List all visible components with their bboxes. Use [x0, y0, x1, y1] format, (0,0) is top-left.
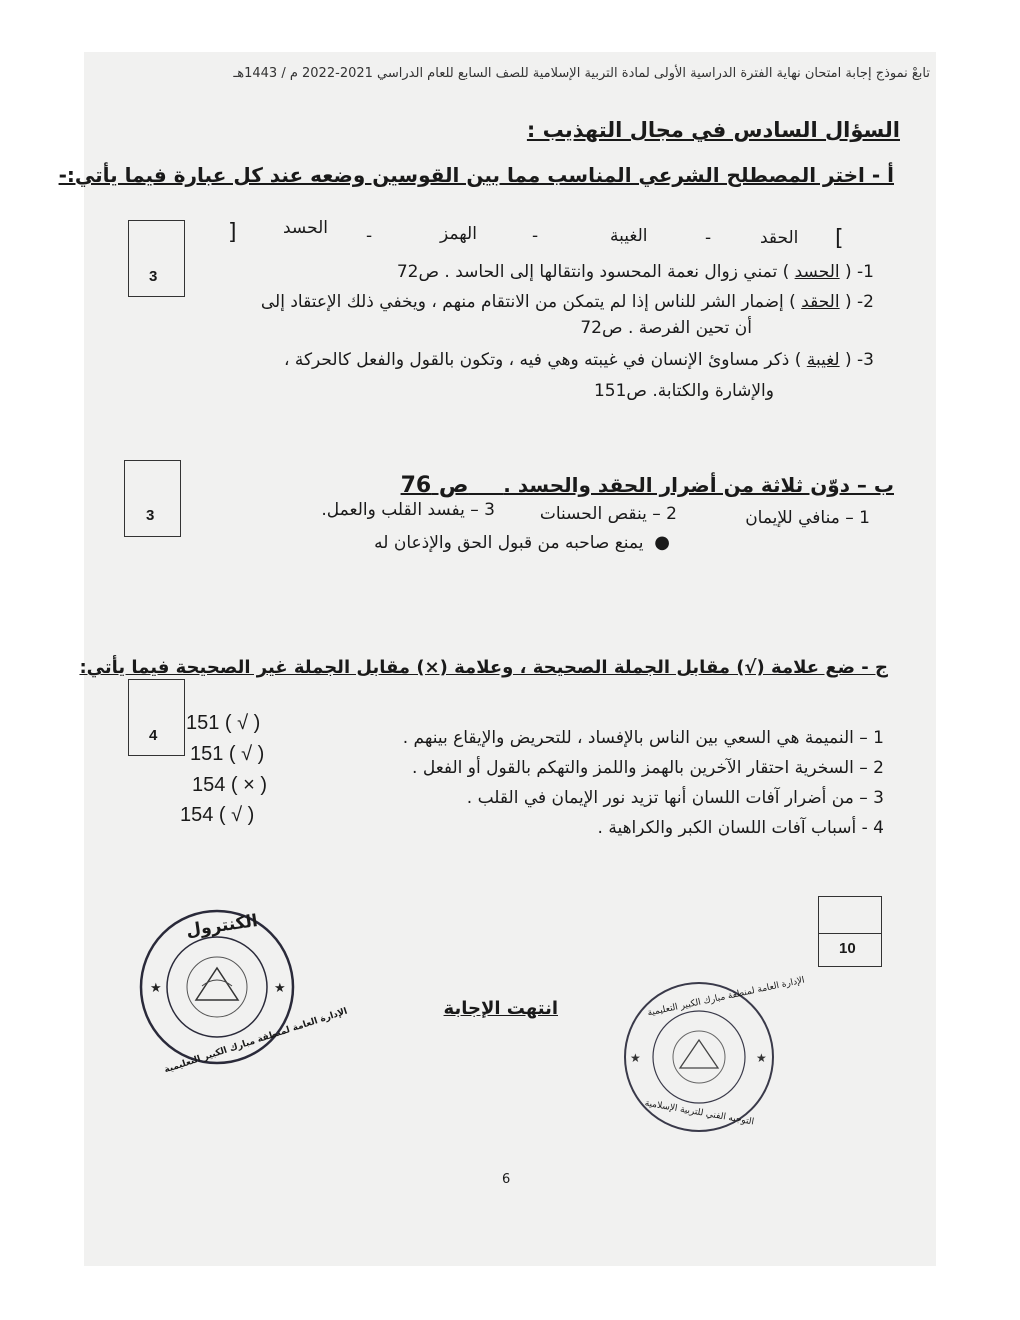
part-a-item-3	[284, 350, 874, 370]
part-b-item-2: 2 – ينقص الحسنات	[539, 504, 677, 524]
term-sep: -	[705, 228, 712, 248]
term: الحسد	[283, 218, 328, 238]
part-c-mark-1: 151 ( √ )	[186, 712, 261, 734]
part-c-item-3: 3 – من أضرار آفات اللسان أنها تزيد نور الإيمان في القلب .	[466, 788, 884, 808]
part-b-bullet	[374, 532, 670, 553]
bracket-open: [	[835, 226, 844, 251]
bracket-close: ]	[228, 220, 237, 245]
total-score: 10	[839, 940, 856, 957]
item-answer: الحسد	[794, 262, 840, 282]
item-number: 3- (	[845, 350, 874, 370]
score-c: 4	[149, 727, 158, 744]
part-c-item-2: 2 – السخرية احتقار الآخرين بالهمز واللمز والتهكم بالقول أو الفعل .	[412, 758, 884, 778]
part-a-item-2	[261, 292, 874, 312]
part-b-question: ب – دوّن ثلاثة من أضرار الحقد والحسد .	[503, 473, 894, 497]
term: الهمز	[440, 224, 477, 244]
bullet-text: يمنع صاحبه من قبول الحق والإذعان له	[374, 533, 644, 553]
score-box-c	[128, 679, 185, 756]
item-text: ذكر مساوئ الإنسان في غيبته وهي فيه ، وتكون بالقول والفعل كالحركة ،	[283, 350, 790, 370]
supervision-seal	[620, 975, 806, 1136]
part-a-instruction: أ - اختر المصطلح الشرعي المناسب مما بين القوسين وضعه عند كل عبارة فيما يأتي:-	[58, 163, 894, 187]
term: الحقد	[760, 228, 799, 248]
question-title: السؤال السادس في مجال التهذيب :	[526, 118, 900, 142]
score-b: 3	[146, 507, 155, 524]
seal-left-title: الكنترول	[184, 911, 259, 941]
svg-text:★: ★	[756, 1051, 767, 1065]
svg-text:★: ★	[274, 981, 286, 996]
score-box-a	[128, 220, 185, 297]
control-seal	[138, 908, 349, 1076]
seal-right-text: الإدارة العامة لمنطقة مبارك الكبير التعليمية	[646, 975, 806, 1019]
term-sep: -	[532, 226, 539, 246]
svg-text:★: ★	[630, 1051, 641, 1065]
item-answer: الحقد	[801, 292, 840, 312]
part-b-item-3: 3 – يفسد القلب والعمل.	[321, 500, 495, 520]
term-sep: -	[366, 226, 373, 246]
part-c-mark-3: 154 ( × )	[192, 774, 268, 796]
score-a: 3	[149, 268, 158, 285]
part-c-item-4: 4 - أسباب آفات اللسان الكبر والكراهية .	[597, 818, 884, 838]
part-b-instruction	[401, 473, 894, 498]
item-close: )	[789, 292, 796, 312]
svg-text:★: ★	[150, 981, 162, 996]
part-c-mark-2: 151 ( √ )	[190, 743, 265, 765]
part-a-item-3-cont: والإشارة والكتابة. ص151	[593, 381, 774, 401]
part-c-mark-4: 154 ( √ )	[180, 804, 255, 826]
part-c-item-1: 1 – النميمة هي السعي بين الناس بالإفساد ، للتحريض والإيقاع بينهم .	[402, 728, 884, 748]
bullet-icon: ●	[654, 532, 670, 553]
seal-left-text: الإدارة العامة لمنطقة مبارك الكبير التعليمية	[163, 1006, 349, 1076]
term: الغيبة	[610, 226, 648, 246]
part-a-item-1	[397, 262, 874, 282]
item-number: 2- (	[845, 292, 874, 312]
item-text: تمني زوال نعمة المحسود وانتقالها إلى الحاسد . ص72	[396, 262, 778, 282]
page-number: 6	[502, 1172, 511, 1187]
part-b-item-1: 1 – منافي للإيمان	[745, 508, 870, 528]
item-number: 1- (	[845, 262, 874, 282]
score-box-b	[124, 460, 181, 537]
part-c-instruction: ج - ضع علامة (√) مقابل الجملة الصحيحة ، وعلامة (×) مقابل الجملة غير الصحيحة فيما يأتي:	[79, 657, 888, 678]
item-close: )	[782, 262, 790, 282]
page-header: تابعْ نموذج إجابة امتحان نهاية الفترة الدراسية الأولى لمادة التربية الإسلامية للصف السابع للعام الدراسي 2021-2022 م / 1443هـ	[233, 66, 930, 81]
item-close: )	[794, 350, 802, 370]
seal-right-bottom: التوجيه الفني للتربية الإسلامية	[643, 1098, 755, 1128]
part-b-page-ref: ص 76	[400, 473, 469, 498]
item-text: إضمار الشر للناس إذا لم يتمكن من الانتقام منهم ، ويخفي ذلك الإعتقاد إلى	[260, 292, 784, 312]
end-text: انتهت الإجابة	[443, 998, 558, 1019]
item-answer: لغيبة	[806, 350, 840, 370]
total-box-top	[818, 896, 882, 935]
part-a-item-2-cont: أن تحين الفرصة . ص72	[580, 318, 752, 338]
